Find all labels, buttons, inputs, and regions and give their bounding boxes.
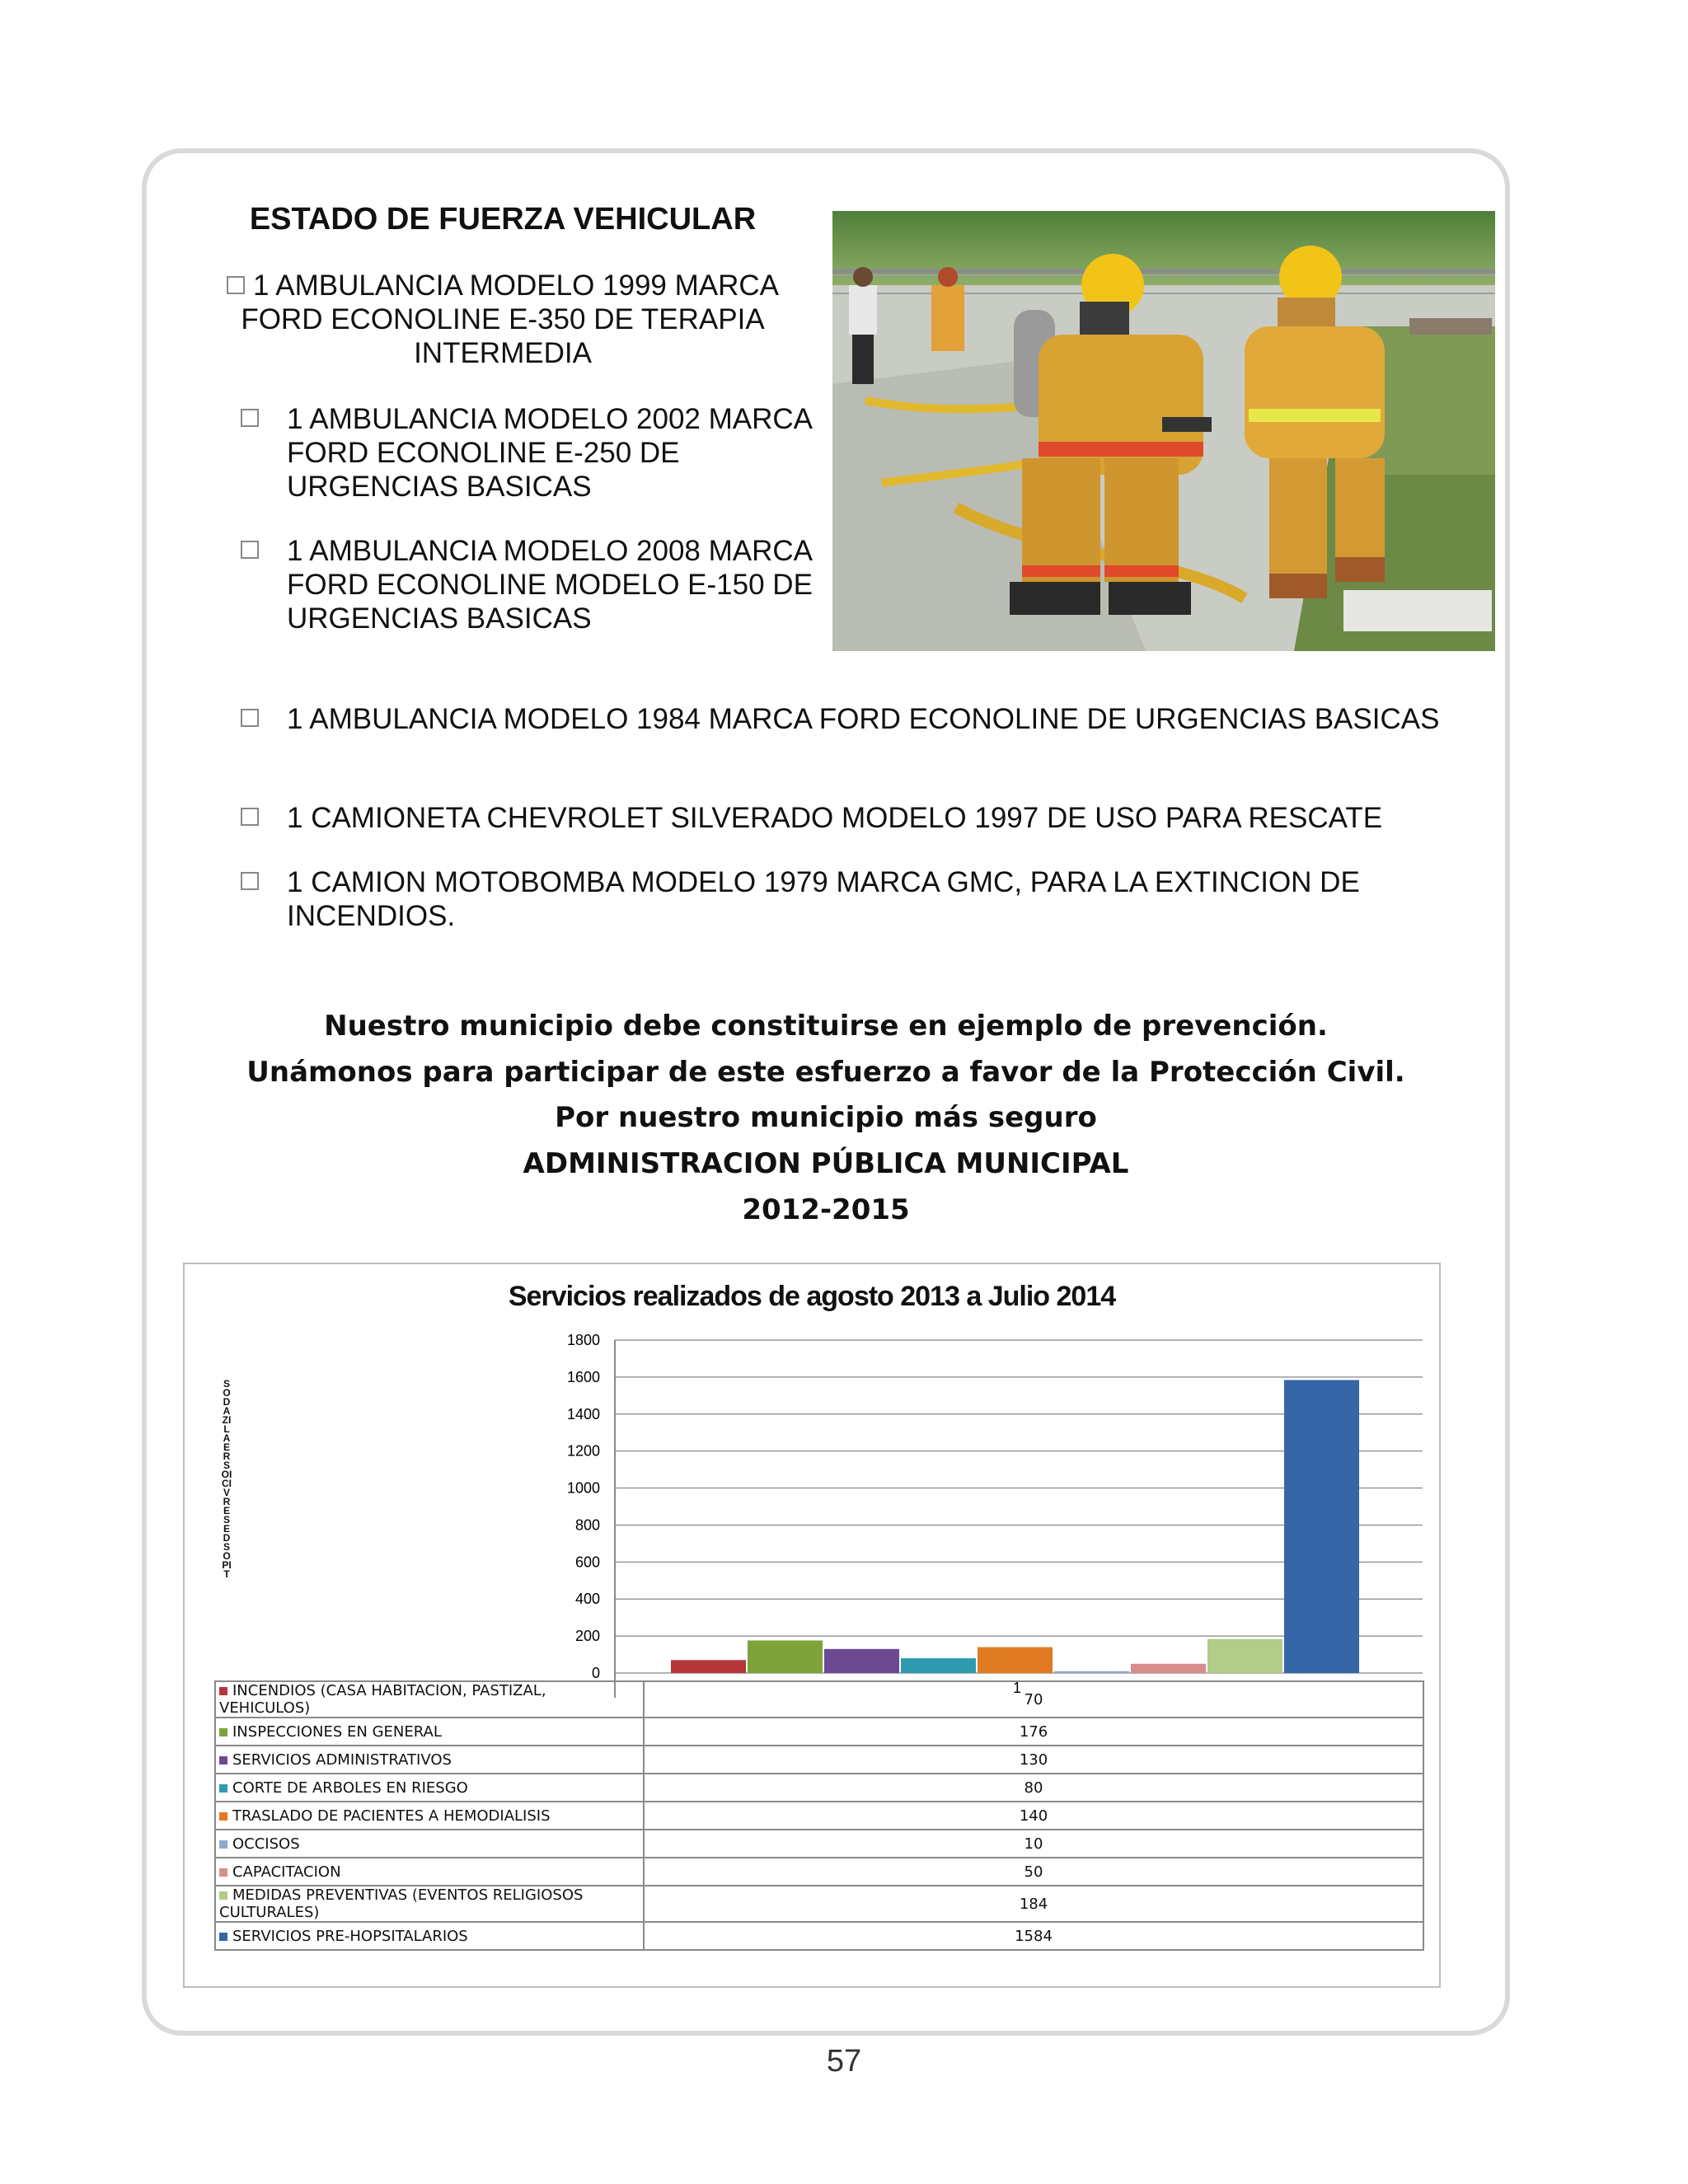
data-value: 130 xyxy=(644,1746,1423,1774)
chart-bar xyxy=(1054,1671,1129,1673)
legend-swatch-icon xyxy=(219,1728,227,1736)
list-item xyxy=(241,534,814,635)
legend-label: CAPACITACION xyxy=(232,1863,341,1881)
chart-bar xyxy=(748,1640,823,1673)
chart-plot xyxy=(185,1264,1442,1696)
data-value: 70 xyxy=(644,1681,1423,1718)
chart-y-tick-label: 1600 xyxy=(566,1368,600,1385)
slogan-line-2: Unámonos para participar de este esfuerzo a favor de la Protección Civil. xyxy=(246,1056,1405,1089)
legend-cell xyxy=(215,1802,644,1830)
list-item-text: 1 AMBULANCIA MODELO 2002 MARCA FORD ECONOLINE E-250 DE URGENCIAS BASICAS xyxy=(287,403,812,503)
checkbox-bullet-icon xyxy=(241,808,259,826)
list-item-text: 1 AMBULANCIA MODELO 2008 MARCA FORD ECONOLINE MODELO E-150 DE URGENCIAS BASICAS xyxy=(287,535,813,635)
data-value: 184 xyxy=(644,1886,1423,1922)
chart-title: Servicios realizados de agosto 2013 a Julio 2014 xyxy=(508,1281,1116,1312)
data-value: 50 xyxy=(644,1858,1423,1886)
page-number: 57 xyxy=(826,2044,862,2079)
legend-swatch-icon xyxy=(219,1687,227,1695)
slogan-line-4: ADMINISTRACION PÚBLICA MUNICIPAL xyxy=(523,1147,1129,1180)
legend-cell xyxy=(215,1718,644,1746)
legend-cell xyxy=(215,1681,644,1718)
table-row xyxy=(215,1718,1423,1746)
list-item-text: 1 AMBULANCIA MODELO 1984 MARCA FORD ECONOLINE DE URGENCIAS BASICAS xyxy=(287,703,1440,735)
data-value: 10 xyxy=(644,1830,1423,1858)
legend-cell xyxy=(215,1746,644,1774)
legend-swatch-icon xyxy=(219,1784,227,1793)
legend-cell xyxy=(215,1774,644,1802)
legend-swatch-icon xyxy=(219,1933,227,1941)
chart-y-tick-label: 0 xyxy=(591,1665,600,1681)
legend-label: TRASLADO DE PACIENTES A HEMODIALISIS xyxy=(232,1807,551,1825)
chart-y-axis-label: SODAZILAERSOICIVRESEDSOPIT xyxy=(221,1378,232,1580)
section-title: ESTADO DE FUERZA VEHICULAR xyxy=(249,202,757,237)
chart-y-tick-label: 600 xyxy=(574,1554,600,1571)
data-value: 140 xyxy=(644,1802,1423,1830)
legend-label: INCENDIOS (CASA HABITACION, PASTIZAL, VEHICULOS) xyxy=(219,1682,546,1717)
list-item xyxy=(241,801,1507,835)
legend-cell xyxy=(215,1922,644,1950)
list-item-text: 1 CAMION MOTOBOMBA MODELO 1979 MARCA GMC, PARA LA EXTINCION DE INCENDIOS. xyxy=(287,866,1360,932)
checkbox-bullet-icon xyxy=(241,409,259,427)
table-row xyxy=(215,1681,1423,1718)
chart-y-tick-label: 1000 xyxy=(566,1479,600,1497)
legend-label: OCCISOS xyxy=(232,1835,300,1853)
firefighters-photo xyxy=(832,211,1495,651)
chart-y-tick-label: 1800 xyxy=(566,1332,600,1348)
slogan-line-1: Nuestro municipio debe constituirse en ejemplo de prevención. xyxy=(324,1010,1328,1043)
chart-bar xyxy=(1131,1664,1206,1673)
legend-cell xyxy=(215,1858,644,1886)
chart-y-tick-label: 800 xyxy=(574,1516,600,1534)
chart-y-tick-label: 1200 xyxy=(566,1442,600,1460)
table-row xyxy=(215,1830,1423,1858)
table-row xyxy=(215,1802,1423,1830)
legend-label: INSPECCIONES EN GENERAL xyxy=(232,1722,442,1741)
list-item xyxy=(206,269,799,370)
table-row xyxy=(215,1886,1423,1922)
checkbox-bullet-icon xyxy=(241,709,259,727)
list-item xyxy=(241,865,1474,933)
legend-swatch-icon xyxy=(219,1891,227,1900)
legend-swatch-icon xyxy=(219,1756,227,1765)
chart-y-tick-label: 200 xyxy=(574,1628,600,1645)
legend-swatch-icon xyxy=(219,1840,227,1849)
data-value: 176 xyxy=(644,1718,1423,1746)
chart-y-tick-label: 400 xyxy=(574,1591,600,1608)
chart-bar xyxy=(978,1647,1053,1673)
slogan-line-5: 2012-2015 xyxy=(742,1193,910,1226)
chart-bar xyxy=(1207,1639,1282,1673)
list-item xyxy=(241,702,1474,736)
list-item xyxy=(241,402,831,504)
chart-bar xyxy=(1284,1380,1359,1673)
list-item-text: 1 CAMIONETA CHEVROLET SILVERADO MODELO 1997 DE USO PARA RESCATE xyxy=(287,802,1383,834)
slogan-line-3: Por nuestro municipio más seguro xyxy=(555,1101,1097,1134)
chart-category-label: 1 xyxy=(1012,1680,1022,1696)
chart-bar xyxy=(901,1658,976,1673)
legend-swatch-icon xyxy=(219,1868,227,1877)
chart-bar xyxy=(824,1649,899,1673)
legend-label: SERVICIOS ADMINISTRATIVOS xyxy=(232,1750,452,1769)
legend-cell xyxy=(215,1886,644,1922)
checkbox-bullet-icon xyxy=(241,872,259,890)
table-row xyxy=(215,1858,1423,1886)
services-chart xyxy=(183,1263,1441,1988)
legend-label: MEDIDAS PREVENTIVAS (EVENTOS RELIGIOSOS CULTURALES) xyxy=(219,1886,584,1921)
table-row xyxy=(215,1922,1423,1950)
legend-label: SERVICIOS PRE-HOPSITALARIOS xyxy=(232,1927,468,1945)
chart-data-table xyxy=(214,1680,1424,1951)
chart-bar xyxy=(671,1660,746,1673)
table-row xyxy=(215,1746,1423,1774)
table-row xyxy=(215,1774,1423,1802)
legend-cell xyxy=(215,1830,644,1858)
chart-y-tick-label: 1400 xyxy=(566,1405,600,1422)
checkbox-bullet-icon xyxy=(227,276,245,294)
list-item-text: 1 AMBULANCIA MODELO 1999 MARCA FORD ECONOLINE E-350 DE TERAPIA INTERMEDIA xyxy=(241,269,779,369)
checkbox-bullet-icon xyxy=(241,541,259,559)
data-value: 1584 xyxy=(644,1922,1423,1950)
firefighters-illustration xyxy=(832,211,1495,651)
data-value: 80 xyxy=(644,1774,1423,1802)
legend-swatch-icon xyxy=(219,1812,227,1821)
chart-bars xyxy=(671,1380,1359,1673)
legend-label: CORTE DE ARBOLES EN RIESGO xyxy=(232,1779,468,1797)
